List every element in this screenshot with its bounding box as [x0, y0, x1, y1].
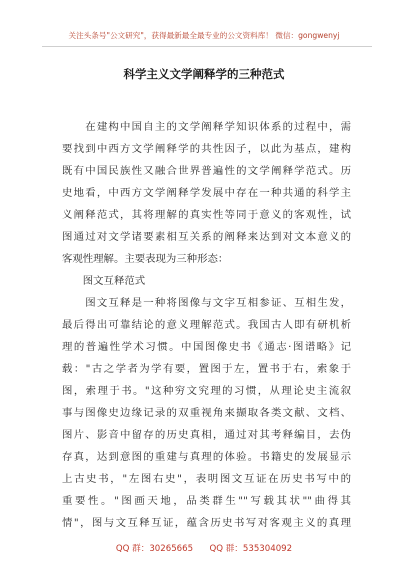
- page-footer-contact: QQ 群：30265665 QQ 群：535304092: [115, 544, 293, 554]
- body-line: 客观性理解。主要表现为三种形态：: [62, 253, 229, 265]
- body-line: 图片、影音中留存的历史真相，通过对其考释编目，去伪: [62, 429, 351, 441]
- header-divider: [42, 46, 372, 47]
- body-line: 重要性。"图画天地，品类群生""写载其状""曲得其: [62, 495, 351, 507]
- body-line: 要找到中西方文学阐释学的共性因子，以此为基点，建构: [62, 143, 351, 155]
- body-line: 图文互释是一种将图像与文字互相参证、互相生发，: [62, 297, 351, 309]
- body-line: 图，索理于书。"这种穷文究理的习惯，从理论史主流叙: [62, 385, 351, 397]
- document-body: [62, 116, 351, 534]
- body-line: 图通过对文学诸要素相互关系的阐释来达到对文本意义的: [62, 231, 351, 243]
- body-line: 存真，达到意图的重建与真理的体验。书籍史的发展显示: [62, 451, 351, 463]
- body-line: 义阐释范式，其将理解的真实性等同于意义的客观性，试: [62, 209, 351, 221]
- page-header-banner: 关注头条号"公文研究"，获得最新最全最专业的公文资料库！ 微信：gongwenyj: [68, 31, 340, 40]
- body-line: 史地看，中西方文学阐释学发展中存在一种共通的科学主: [62, 187, 351, 199]
- body-line: 既有中国民族性又融合世界普遍性的文学阐释学范式。历: [62, 165, 351, 177]
- body-line: 上古史书，"左图右史"，表明图文互证在历史书写中的: [62, 473, 351, 485]
- body-line: 事与图像史边缘记录的双重视角来撷取各类文献、文档、: [62, 407, 351, 419]
- body-line: 情"，图与文互释互证，蕴含历史书写对客观主义的真理: [62, 517, 351, 529]
- document-title: 科学主义文学阐释学的三种范式: [123, 67, 285, 81]
- body-line: 最后得出可靠结论的意义理解范式。我国古人即有研机析: [62, 319, 351, 331]
- body-line: 载："古之学者为学有要，置图于左，置书于右，索象于: [62, 363, 351, 375]
- body-line: 理的普遍性学术习惯。中国图像史书《通志·图谱略》记: [62, 341, 351, 353]
- body-line: 在建构中国自主的文学阐释学知识体系的过程中，需: [62, 121, 351, 133]
- section-heading: 图文互释范式: [62, 275, 146, 287]
